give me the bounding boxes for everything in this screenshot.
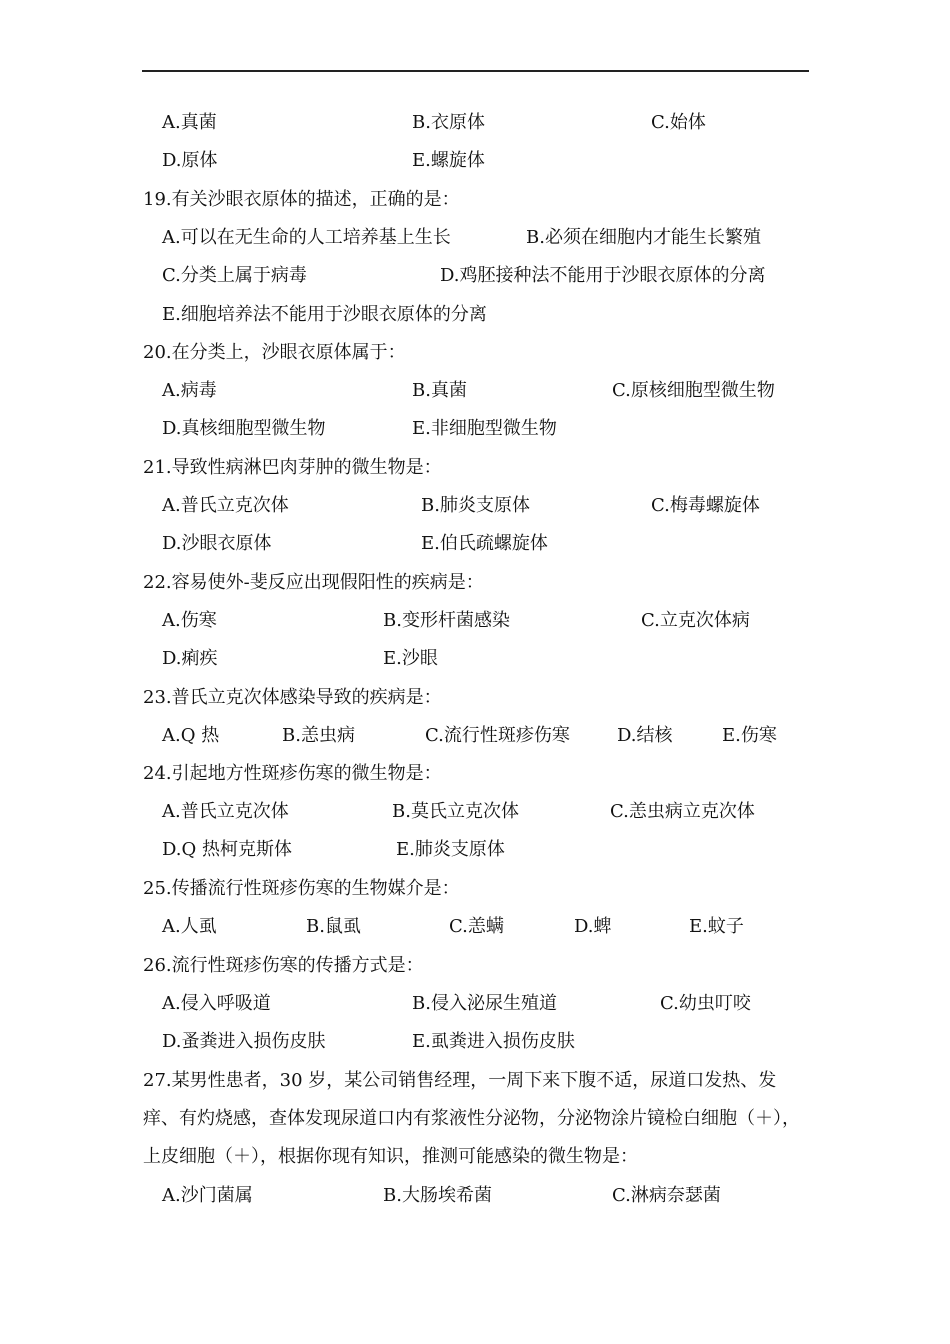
q23-option-d: D.结核 <box>617 725 673 746</box>
q25-option-d: D.蜱 <box>574 916 612 937</box>
q20-option-b: B.真菌 <box>412 380 467 401</box>
question-25-stem: 25.传播流行性斑疹伤寒的生物媒介是： <box>143 878 460 899</box>
q22-option-b: B.变形杆菌感染 <box>383 610 510 631</box>
q26-option-d: D.蚤粪进入损伤皮肤 <box>162 1031 326 1052</box>
q20-option-a: A.病毒 <box>162 380 217 401</box>
q21-option-e: E.伯氏疏螺旋体 <box>421 533 548 554</box>
q27-option-c: C.淋病奈瑟菌 <box>612 1185 721 1206</box>
q19-option-d: D.鸡胚接种法不能用于沙眼衣原体的分离 <box>440 265 766 286</box>
q27-option-b: B.大肠埃希菌 <box>383 1185 492 1206</box>
q19-option-b: B.必须在细胞内才能生长繁殖 <box>526 227 761 248</box>
q19-option-e: E.细胞培养法不能用于沙眼衣原体的分离 <box>162 304 487 325</box>
q24-option-b: B.莫氏立克次体 <box>392 801 519 822</box>
q25-option-e: E.蚊子 <box>689 916 744 937</box>
q22-option-c: C.立克次体病 <box>641 610 750 631</box>
q22-option-a: A.伤寒 <box>162 610 217 631</box>
q24-option-e: E.肺炎支原体 <box>396 839 505 860</box>
question-19-stem: 19.有关沙眼衣原体的描述，正确的是： <box>143 189 460 210</box>
q26-option-b: B.侵入泌尿生殖道 <box>412 993 557 1014</box>
option-c: C.始体 <box>651 112 706 133</box>
question-20-stem: 20.在分类上，沙眼衣原体属于： <box>143 342 406 363</box>
q21-option-d: D.沙眼衣原体 <box>162 533 272 554</box>
question-27-stem-line-3: 上皮细胞（＋），根据你现有知识，推测可能感染的微生物是： <box>143 1146 638 1167</box>
q24-option-a: A.普氏立克次体 <box>162 801 289 822</box>
q27-option-a: A.沙门菌属 <box>162 1185 253 1206</box>
q25-option-b: B.鼠虱 <box>306 916 361 937</box>
q21-option-a: A.普氏立克次体 <box>162 495 289 516</box>
q24-option-d: D.Q 热柯克斯体 <box>162 839 292 860</box>
question-27-stem-line-2: 痒、有灼烧感，查体发现尿道口内有浆液性分泌物，分泌物涂片镜检白细胞（＋）， <box>143 1108 800 1129</box>
option-d: D.原体 <box>162 150 218 171</box>
q20-option-c: C.原核细胞型微生物 <box>612 380 775 401</box>
q23-option-b: B.恙虫病 <box>282 725 355 746</box>
q25-option-c: C.恙螨 <box>449 916 504 937</box>
q21-option-b: B.肺炎支原体 <box>421 495 530 516</box>
q20-option-d: D.真核细胞型微生物 <box>162 418 326 439</box>
question-26-stem: 26.流行性斑疹伤寒的传播方式是： <box>143 955 424 976</box>
q20-option-e: E.非细胞型微生物 <box>412 418 557 439</box>
option-b: B.衣原体 <box>412 112 485 133</box>
question-23-stem: 23.普氏立克次体感染导致的疾病是： <box>143 687 442 708</box>
q24-option-c: C.恙虫病立克次体 <box>610 801 755 822</box>
q25-option-a: A.人虱 <box>162 916 217 937</box>
option-a: A.真菌 <box>162 112 217 133</box>
question-27-stem-line-1: 27.某男性患者，30 岁，某公司销售经理，一周下来下腹不适，尿道口发热、发 <box>143 1070 777 1091</box>
q19-option-c: C.分类上属于病毒 <box>162 265 307 286</box>
option-e: E.螺旋体 <box>412 150 485 171</box>
q22-option-e: E.沙眼 <box>383 648 438 669</box>
header-rule <box>142 70 809 72</box>
q23-option-c: C.流行性斑疹伤寒 <box>425 725 570 746</box>
q26-option-c: C.幼虫叮咬 <box>660 993 751 1014</box>
q26-option-e: E.虱粪进入损伤皮肤 <box>412 1031 575 1052</box>
q26-option-a: A.侵入呼吸道 <box>162 993 271 1014</box>
q23-option-a: A.Q 热 <box>162 725 220 746</box>
question-21-stem: 21.导致性病淋巴肉芽肿的微生物是： <box>143 457 442 478</box>
q19-option-a: A.可以在无生命的人工培养基上生长 <box>162 227 451 248</box>
q21-option-c: C.梅毒螺旋体 <box>651 495 760 516</box>
question-22-stem: 22.容易使外-斐反应出现假阳性的疾病是： <box>143 572 484 593</box>
q23-option-e: E.伤寒 <box>722 725 777 746</box>
q22-option-d: D.痢疾 <box>162 648 218 669</box>
question-24-stem: 24.引起地方性斑疹伤寒的微生物是： <box>143 763 442 784</box>
